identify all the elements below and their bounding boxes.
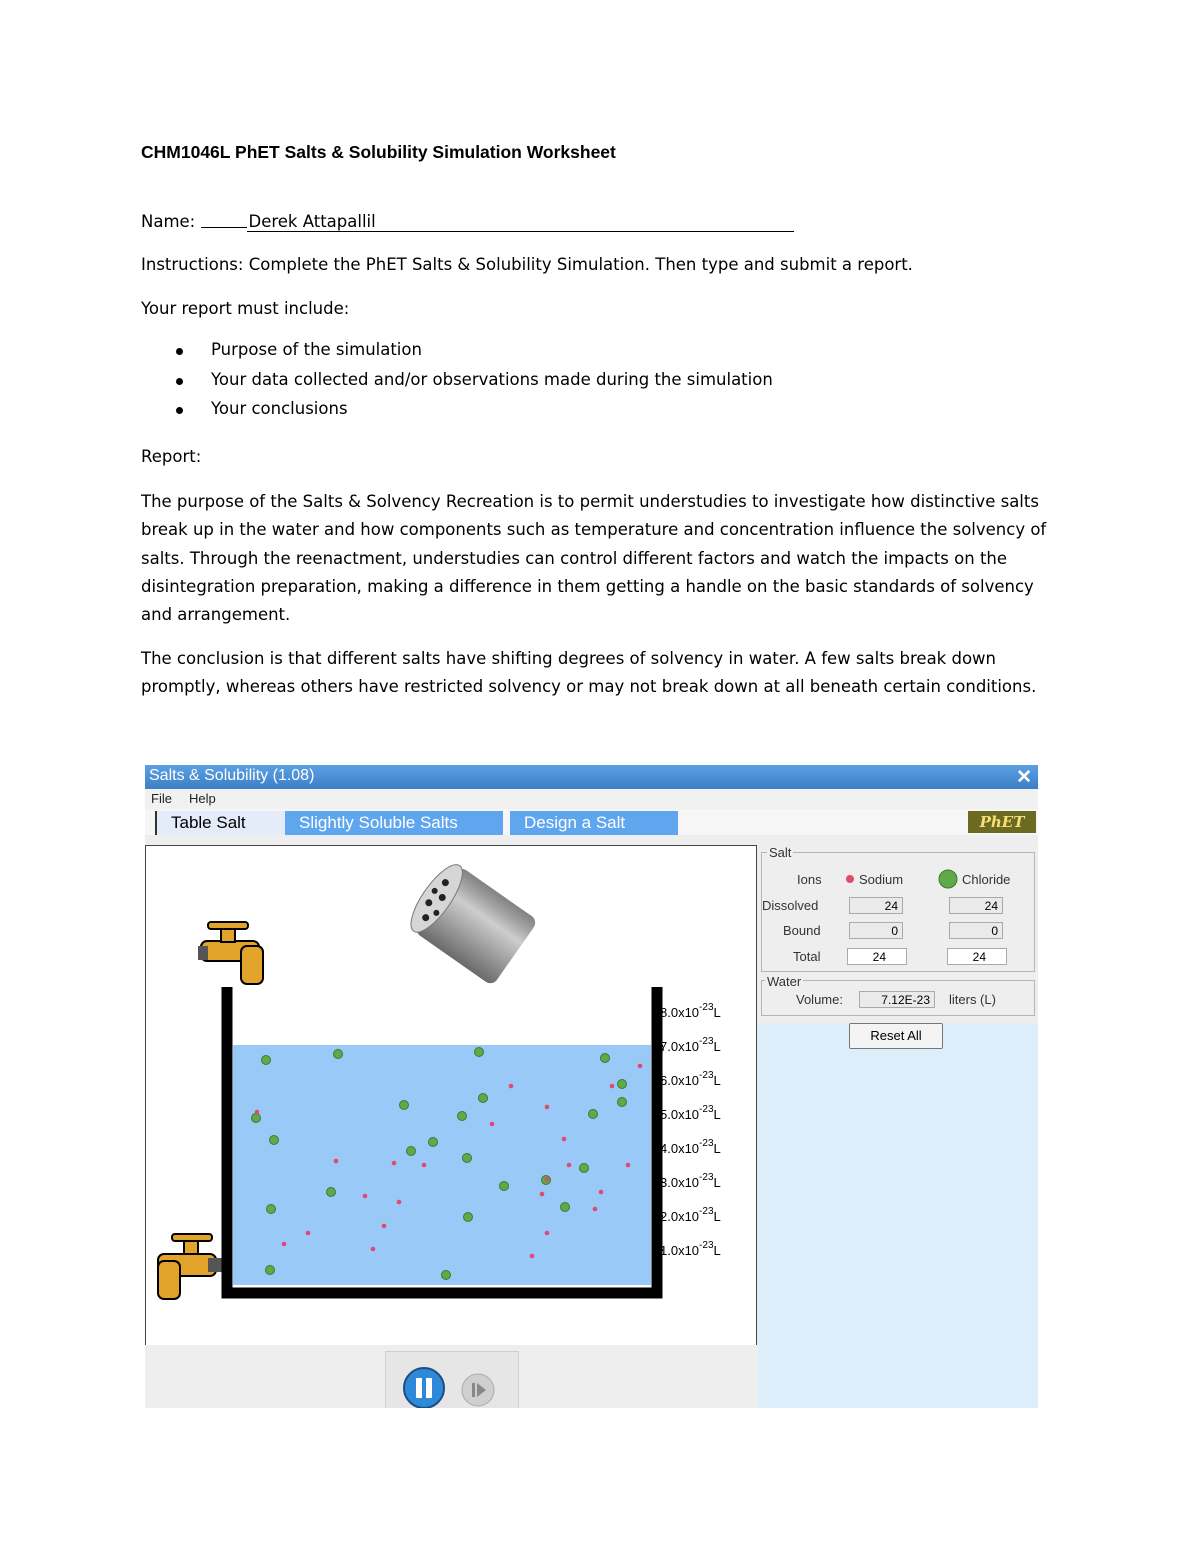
scale-label: $2.0x10^{-23}L$ bbox=[660, 1206, 721, 1224]
scale-label: $4.0x10^{-23}L$ bbox=[660, 1138, 721, 1156]
scale-label: $8.0x10^{-23}L$ bbox=[660, 1002, 721, 1020]
window-titlebar bbox=[145, 765, 1038, 789]
requirements-list bbox=[141, 340, 773, 429]
name-label: Name: bbox=[141, 212, 196, 231]
volume-unit: liters (L) bbox=[949, 992, 996, 1007]
dissolved-sodium-value: 24 bbox=[849, 897, 903, 914]
beaker-scene bbox=[146, 846, 756, 1345]
bound-sodium-value: 0 bbox=[849, 922, 903, 939]
tab-slightly-soluble-salts[interactable]: Slightly Soluble Salts bbox=[285, 811, 503, 835]
dissolved-chloride-value: 24 bbox=[949, 897, 1003, 914]
faucet-top-icon[interactable] bbox=[198, 922, 263, 984]
playback-controls bbox=[385, 1351, 519, 1408]
simulation-screenshot bbox=[145, 765, 1038, 1408]
instructions: Instructions: Complete the PhET Salts & Solubility Simulation. Then type and submit a report. bbox=[141, 255, 913, 274]
volume-label: Volume: bbox=[796, 992, 843, 1007]
chloride-label: Chloride bbox=[962, 872, 1011, 887]
menu-bar bbox=[145, 789, 1038, 809]
worksheet-title: CHM1046L PhET Salts & Solubility Simulation Worksheet bbox=[141, 142, 616, 162]
salt-legend: Salt bbox=[769, 845, 792, 860]
water-volume bbox=[233, 1045, 651, 1285]
scale-labels bbox=[660, 1002, 721, 1258]
purpose-paragraph: The purpose of the Salts & Solvency Recreation is to permit understudies to investigate how distinctive salts break up in the water and how components such as temperature and concentration influence the solvency of salts. Through the reenactment, understudies can control different factors and watch the impacts on the disintegration preparation, making a difference in them getting a handle on the basic standards of solvency and arrangement. bbox=[141, 492, 1047, 625]
volume-value: 7.12E-23 bbox=[859, 991, 935, 1008]
scale-label: $1.0x10^{-23}L$ bbox=[660, 1240, 721, 1258]
list-item: Your conclusions bbox=[141, 399, 773, 429]
sodium-icon bbox=[845, 874, 855, 884]
total-label: Total bbox=[793, 949, 821, 964]
list-item: Your data collected and/or observations made during the simulation bbox=[141, 370, 773, 400]
scale-label: $6.0x10^{-23}L$ bbox=[660, 1070, 721, 1088]
phet-logo: PhET bbox=[968, 811, 1036, 833]
total-sodium-spinner[interactable]: 24 bbox=[847, 948, 907, 965]
name-blank bbox=[201, 213, 247, 228]
scale-label: $7.0x10^{-23}L$ bbox=[660, 1036, 721, 1054]
window-title: Salts & Solubility (1.08) bbox=[149, 767, 315, 784]
ions-label: Ions bbox=[797, 872, 822, 887]
dissolved-label: Dissolved bbox=[762, 898, 819, 913]
name-line bbox=[141, 212, 794, 232]
sodium-label: Sodium bbox=[859, 872, 904, 887]
menu-help[interactable]: Help bbox=[189, 791, 216, 806]
tab-bar bbox=[145, 809, 1038, 835]
faucet-bottom-icon[interactable] bbox=[158, 1234, 224, 1299]
bound-chloride-value: 0 bbox=[949, 922, 1003, 939]
name-value: Derek Attapallil bbox=[247, 212, 794, 232]
tab-table-salt[interactable]: Table Salt bbox=[155, 811, 297, 835]
bound-label: Bound bbox=[783, 923, 821, 938]
report-requirements: Your report must include: bbox=[141, 299, 350, 318]
reset-all-button[interactable]: Reset All bbox=[849, 1023, 943, 1049]
menu-file[interactable]: File bbox=[151, 791, 172, 806]
report-label: Report: bbox=[141, 447, 202, 466]
water-legend: Water bbox=[767, 974, 802, 989]
simulation-canvas bbox=[145, 845, 757, 1346]
step-icon[interactable] bbox=[460, 1372, 496, 1408]
close-icon[interactable]: ✕ bbox=[1016, 767, 1032, 788]
pause-icon[interactable] bbox=[402, 1366, 446, 1408]
salt-shaker-icon[interactable] bbox=[402, 858, 538, 987]
conclusion-paragraph: The conclusion is that different salts have shifting degrees of solvency in water. A few salts break down promptly, whereas others have restricted solvency or may not break down at all beneath certain conditions. bbox=[141, 649, 1037, 697]
total-chloride-spinner[interactable]: 24 bbox=[947, 948, 1007, 965]
scale-label: $3.0x10^{-23}L$ bbox=[660, 1172, 721, 1190]
chloride-icon bbox=[938, 869, 958, 889]
list-item: Purpose of the simulation bbox=[141, 340, 773, 370]
scale-label: $5.0x10^{-23}L$ bbox=[660, 1104, 721, 1122]
tab-design-a-salt[interactable]: Design a Salt bbox=[510, 811, 678, 835]
